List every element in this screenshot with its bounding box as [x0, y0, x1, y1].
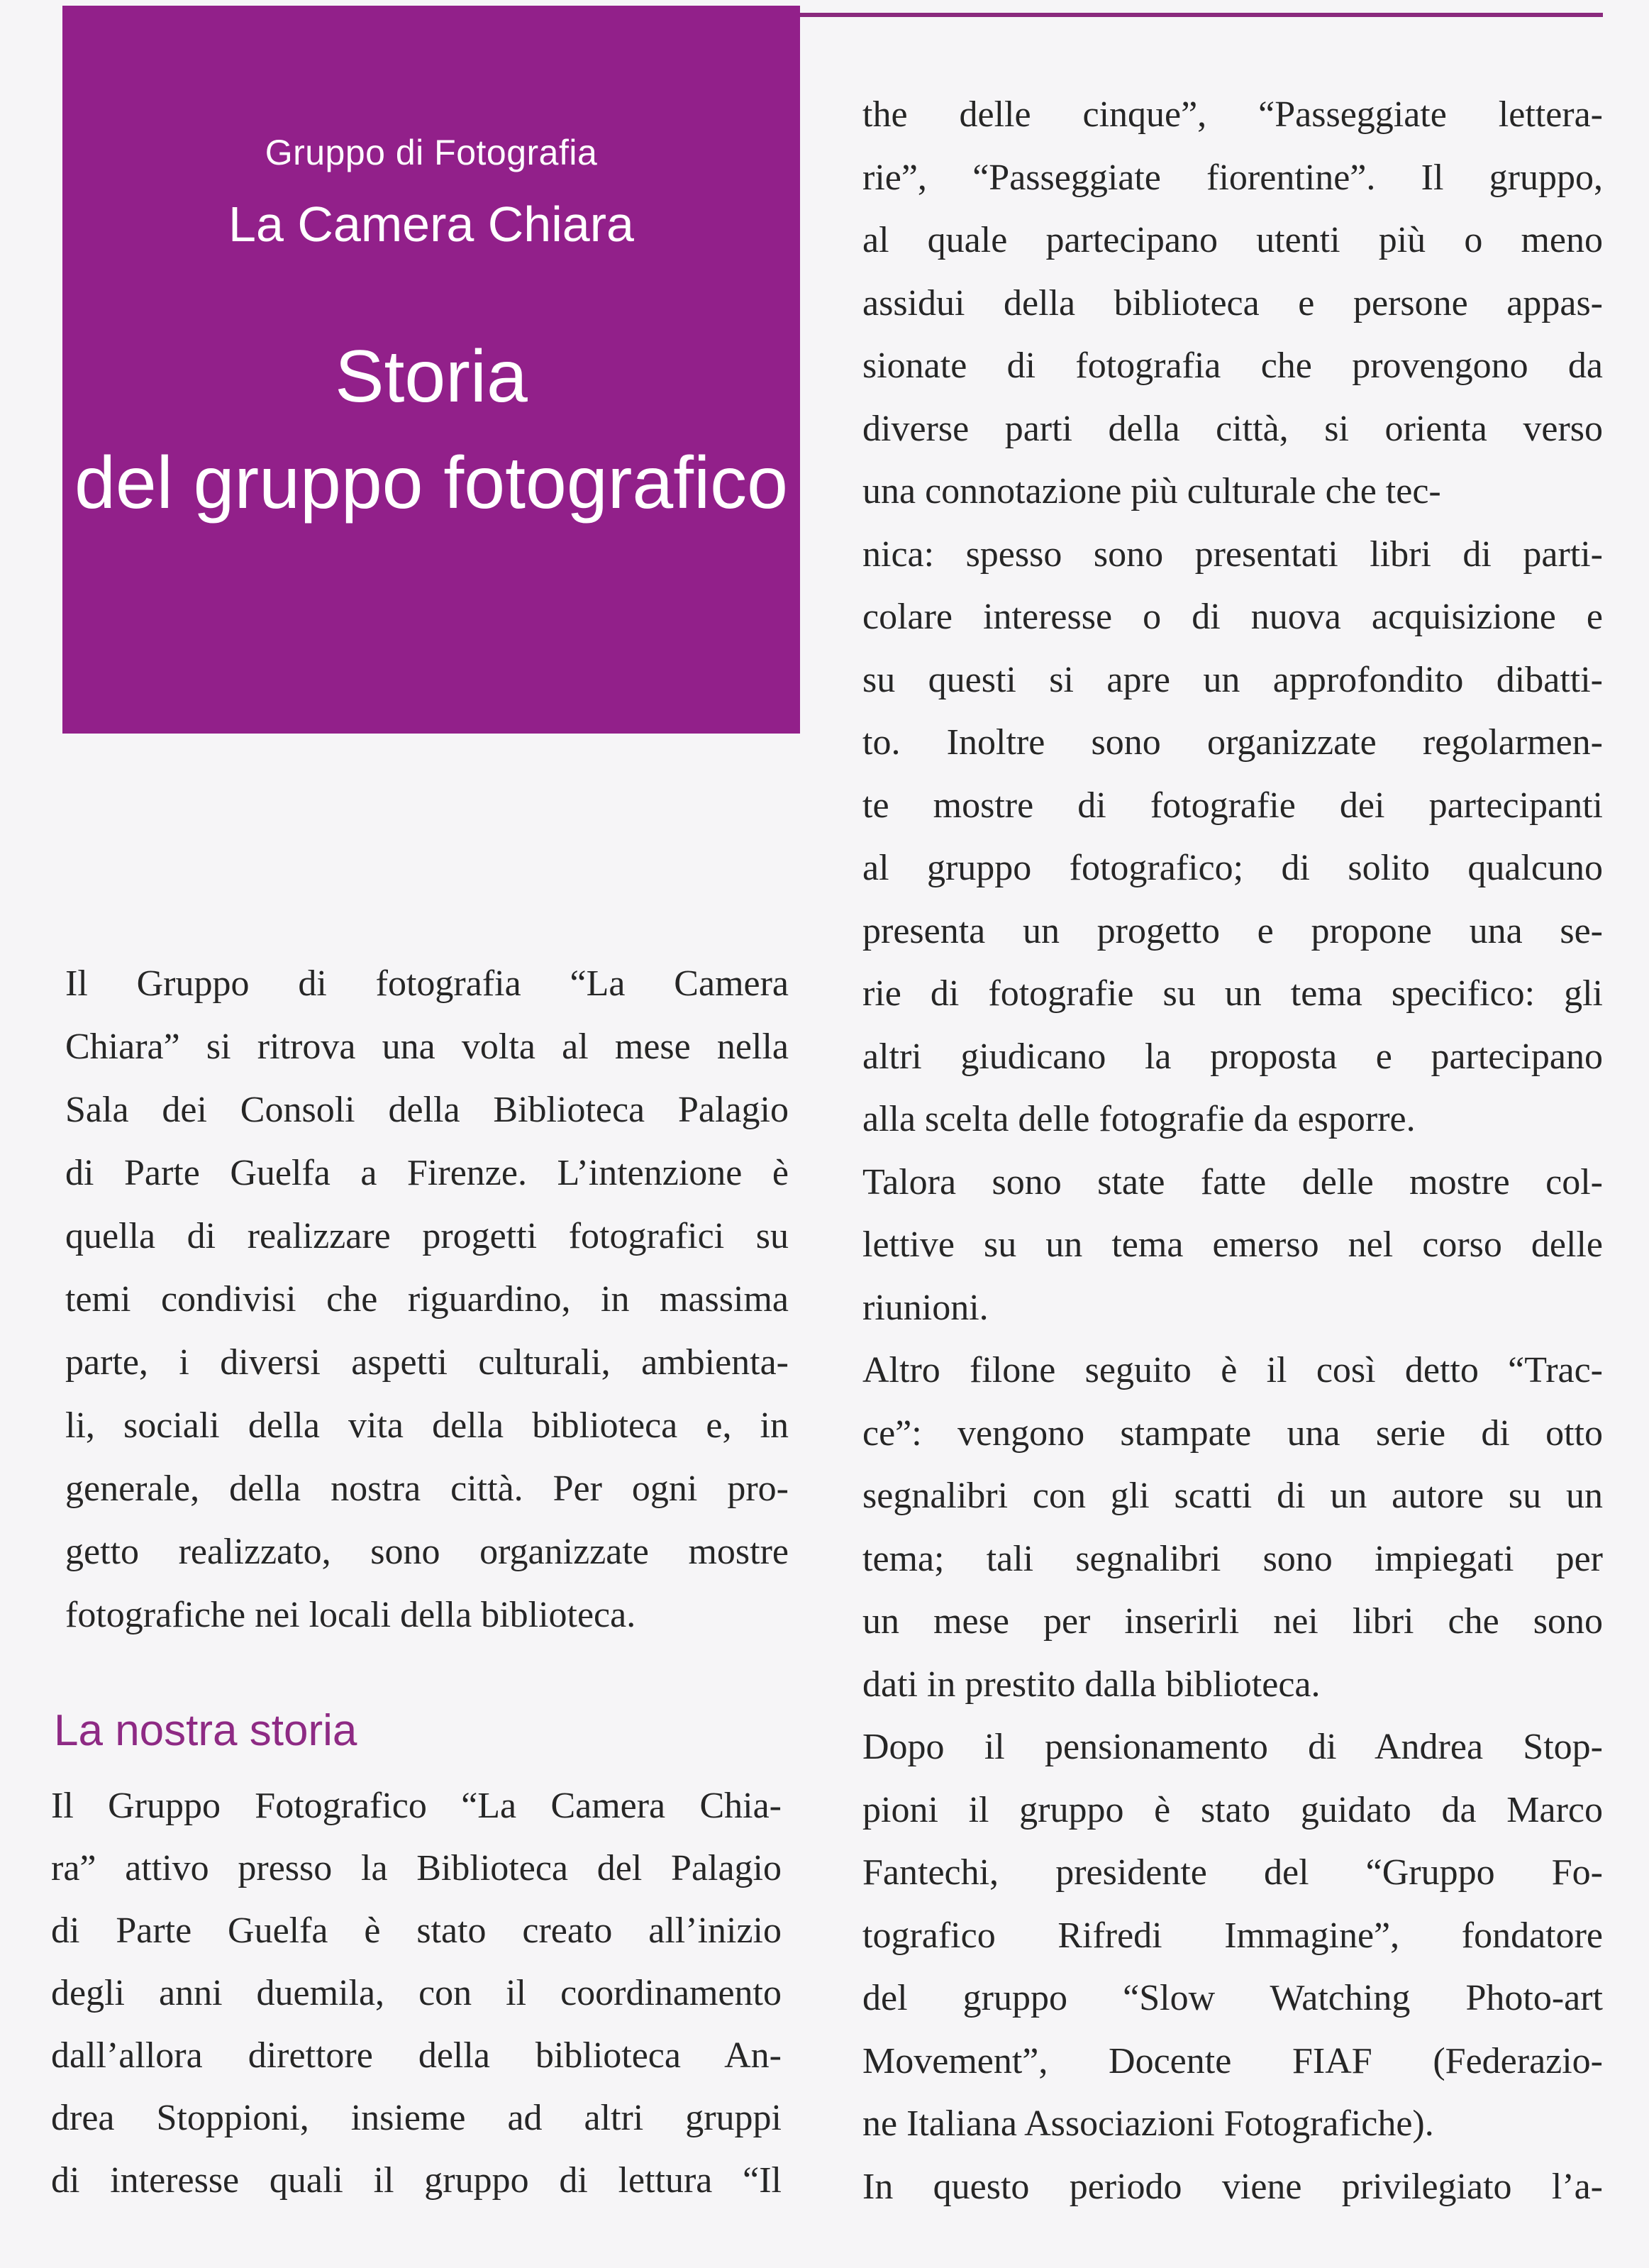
- text-line: un mese per inserirli nei libri che sono: [862, 1601, 1603, 1642]
- text-line: tema; tali segnalibri sono impiegati per: [862, 1538, 1603, 1579]
- text-line: rie”, “Passeggiate fiorentine”. Il gruppo,: [862, 157, 1603, 198]
- text-line: riunioni.: [862, 1287, 989, 1328]
- text-line: the delle cinque”, “Passeggiate lettera-: [862, 94, 1603, 135]
- title-box: [62, 6, 800, 734]
- text-line: altri giudicano la proposta e partecipano: [862, 1036, 1603, 1077]
- text-line: ne Italiana Associazioni Fotografiche).: [862, 2103, 1434, 2144]
- text-line: temi condivisi che riguardino, in massima: [65, 1279, 789, 1320]
- text-line: degli anni duemila, con il coordinamento: [51, 1973, 782, 2013]
- text-line: rie di fotografie su un tema specifico: gli: [862, 973, 1603, 1014]
- text-line: al quale partecipano utenti più o meno: [862, 220, 1603, 260]
- text-line: del gruppo “Slow Watching Photo-art: [862, 1978, 1603, 2018]
- text-line: colare interesse o di nuova acquisizione e: [862, 597, 1603, 637]
- text-line: li, sociali della vita della biblioteca e, in: [65, 1405, 789, 1446]
- intro-paragraph: [65, 952, 789, 1647]
- text-line: generale, della nostra città. Per ogni pro-: [65, 1468, 789, 1509]
- text-line: di interesse quali il gruppo di lettura “Il: [51, 2160, 782, 2201]
- text-line: Sala dei Consoli della Biblioteca Palagio: [65, 1090, 789, 1130]
- group-label: Gruppo di Fotografia: [265, 133, 598, 172]
- text-line: nica: spesso sono presentati libri di parti-: [862, 533, 1603, 575]
- text-line: dati in prestito dalla biblioteca.: [862, 1664, 1321, 1705]
- text-line: al gruppo fotografico; di solito qualcuno: [862, 848, 1603, 888]
- text-line: Talora sono state fatte delle mostre col-: [862, 1161, 1603, 1202]
- text-line: assidui della biblioteca e persone appas-: [862, 282, 1603, 323]
- text-line: drea Stoppioni, insieme ad altri gruppi: [51, 2098, 782, 2138]
- text-line: Dopo il pensionamento di Andrea Stop-: [862, 1727, 1603, 1767]
- text-line: pioni il gruppo è stato guidato da Marco: [862, 1789, 1603, 1830]
- text-line: su questi si apre un approfondito dibatti-: [862, 659, 1603, 700]
- text-line: getto realizzato, sono organizzate mostre: [65, 1532, 789, 1572]
- text-line: alla scelta delle fotografie da esporre.: [862, 1099, 1416, 1139]
- text-line: In questo periodo viene privilegiato l’a-: [862, 2166, 1603, 2207]
- text-line: segnalibri con gli scatti di un autore su un: [862, 1476, 1603, 1516]
- text-line: sionate di fotografia che provengono da: [862, 345, 1603, 386]
- text-line: fotografiche nei locali della biblioteca.: [65, 1595, 636, 1635]
- story-paragraph: [51, 1775, 782, 2212]
- text-line: Fantechi, presidente del “Gruppo Fo-: [862, 1852, 1603, 1893]
- text-line: Il Gruppo di fotografia “La Camera: [65, 963, 789, 1004]
- text-line: diverse parti della città, si orienta verso: [862, 408, 1603, 449]
- text-line: Il Gruppo Fotografico “La Camera Chia-: [51, 1786, 782, 1826]
- text-line: tografico Rifredi Immagine”, fondatore: [862, 1915, 1603, 1956]
- text-line: lettive su un tema emerso nel corso delle: [862, 1224, 1603, 1265]
- text-line: quella di realizzare progetti fotografici su: [65, 1216, 789, 1256]
- text-line: ce”: vengono stampate una serie di otto: [862, 1412, 1603, 1454]
- right-column-text: [862, 84, 1603, 2218]
- text-line: una connotazione più culturale che tec-: [862, 471, 1441, 511]
- text-line: di Parte Guelfa è stato creato all’inizio: [51, 1910, 782, 1951]
- text-line: parte, i diversi aspetti culturali, ambienta-: [65, 1342, 789, 1383]
- title-line-1: Storia: [335, 336, 528, 418]
- text-line: Altro filone seguito è il così detto “Trac-: [862, 1350, 1603, 1390]
- text-line: di Parte Guelfa a Firenze. L’intenzione è: [65, 1153, 789, 1193]
- text-line: ra” attivo presso la Biblioteca del Palagio: [51, 1848, 782, 1888]
- text-line: presenta un progetto e propone una se-: [862, 910, 1603, 951]
- title-line-2: del gruppo fotografico: [74, 442, 789, 524]
- top-rule: [794, 13, 1603, 17]
- text-line: dall’allora direttore della biblioteca An-: [51, 2035, 782, 2076]
- page-title: [62, 323, 800, 536]
- section-heading: La nostra storia: [54, 1706, 357, 1755]
- text-line: Movement”, Docente FIAF (Federazio-: [862, 2040, 1603, 2081]
- group-name: La Camera Chiara: [228, 197, 634, 252]
- text-line: to. Inoltre sono organizzate regolarmen-: [862, 722, 1603, 763]
- text-line: te mostre di fotografie dei partecipanti: [862, 785, 1603, 826]
- text-line: Chiara” si ritrova una volta al mese nella: [65, 1027, 789, 1067]
